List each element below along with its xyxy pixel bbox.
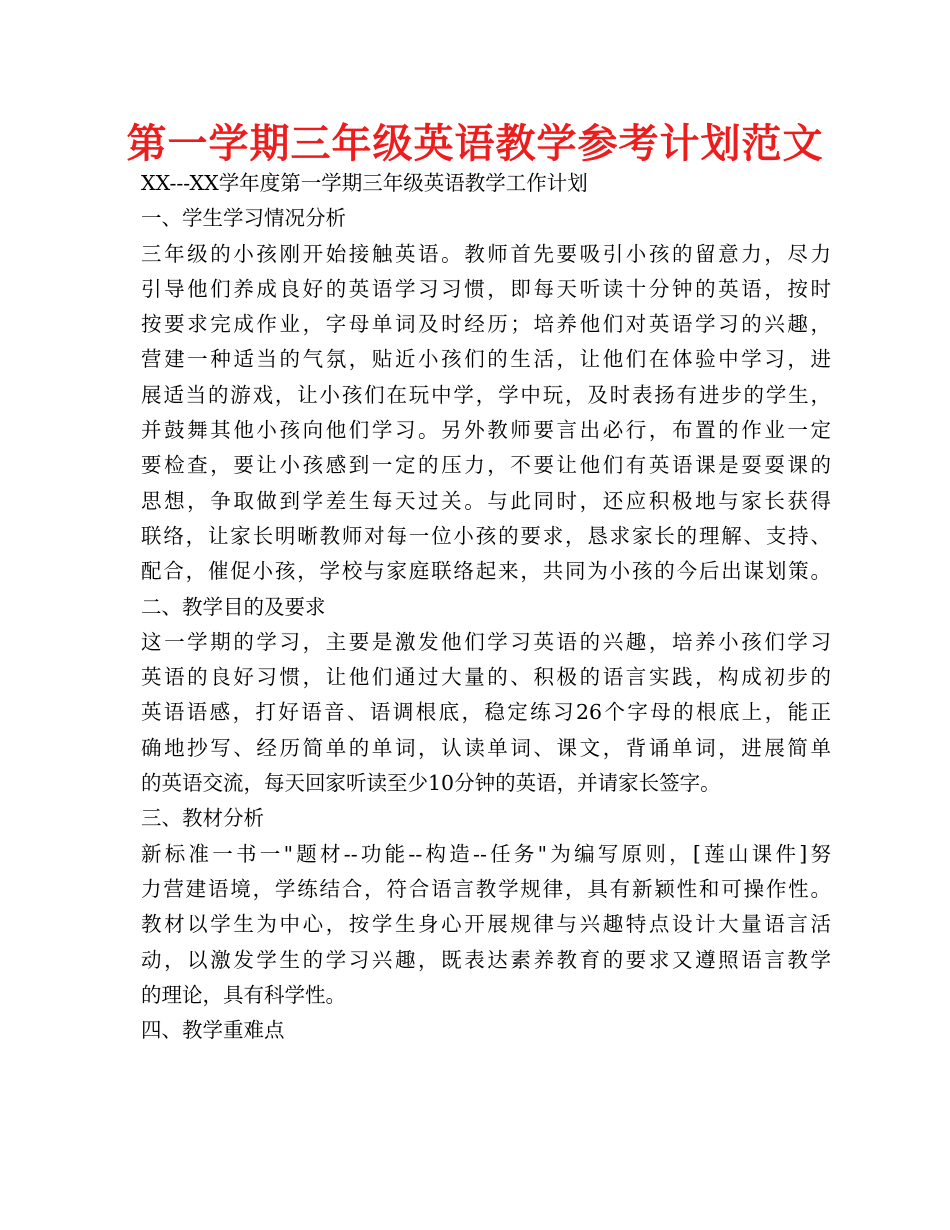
paragraph-line: 三年级的小孩刚开始接触英语。教师首先要吸引小孩的留意力，尽力 <box>141 241 831 266</box>
paragraph-line: 力营建语境，学练结合，符合语言教学规律，具有新颖性和可操作性。 <box>141 876 831 901</box>
paragraph-line: 联络，让家长明晰教师对每一位小孩的要求，恳求家长的理解、支持、 <box>141 523 831 548</box>
paragraph-line: 的英语交流，每天回家听读至少10分钟的英语，并请家长签字。 <box>141 771 721 796</box>
paragraph-line: 动，以激发学生的学习兴趣，既表达素养教育的要求又遵照语言教学 <box>141 947 831 972</box>
paragraph-line: 营建一种适当的气氛，贴近小孩们的生活，让他们在体验中学习，进 <box>141 347 831 372</box>
paragraph-line: 英语的良好习惯，让他们通过大量的、积极的语言实践，构成初步的 <box>141 665 831 690</box>
paragraph-line: 英语语感，打好语音、语调根底，稳定练习26个字母的根底上，能正 <box>141 700 831 725</box>
document-body <box>141 166 831 1048</box>
document-title: 第一学期三年级英语教学参考计划范文 <box>126 121 824 167</box>
paragraph-line: 要检查，要让小孩感到一定的压力，不要让他们有英语课是耍耍课的 <box>141 453 831 478</box>
paragraph-line: 教材以学生为中心，按学生身心开展规律与兴趣特点设计大量语言活 <box>141 912 831 937</box>
paragraph-line: 展适当的游戏，让小孩们在玩中学，学中玩，及时表扬有进步的学生， <box>141 382 831 407</box>
paragraph-line: 配合，催促小孩，学校与家庭联络起来，共同为小孩的今后出谋划策。 <box>141 559 831 584</box>
section-heading-4: 四、教学重难点 <box>141 1018 285 1043</box>
paragraph-line: 引导他们养成良好的英语学习习惯，即每天听读十分钟的英语，按时 <box>141 276 831 301</box>
section-heading-3: 三、教材分析 <box>141 806 264 831</box>
paragraph-line: 按要求完成作业，字母单词及时经历；培养他们对英语学习的兴趣， <box>141 312 831 337</box>
paragraph-line: 这一学期的学习，主要是激发他们学习英语的兴趣，培养小孩们学习 <box>141 629 831 654</box>
paragraph-line: 新标准一书一"题材--功能--构造--任务"为编写原则，[莲山课件]努 <box>141 841 831 866</box>
paragraph-line: 的理论，具有科学性。 <box>141 982 346 1007</box>
document-subtitle: XX---XX学年度第一学期三年级英语教学工作计划 <box>141 171 588 195</box>
section-heading-1: 一、学生学习情况分析 <box>141 206 346 231</box>
paragraph-line: 思想，争取做到学差生每天过关。与此同时，还应积极地与家长获得 <box>141 488 831 513</box>
section-heading-2: 二、教学目的及要求 <box>141 594 326 619</box>
paragraph-line: 并鼓舞其他小孩向他们学习。另外教师要言出必行，布置的作业一定 <box>141 418 831 443</box>
paragraph-line: 确地抄写、经历简单的单词，认读单词、课文，背诵单词，进展简单 <box>141 735 831 760</box>
